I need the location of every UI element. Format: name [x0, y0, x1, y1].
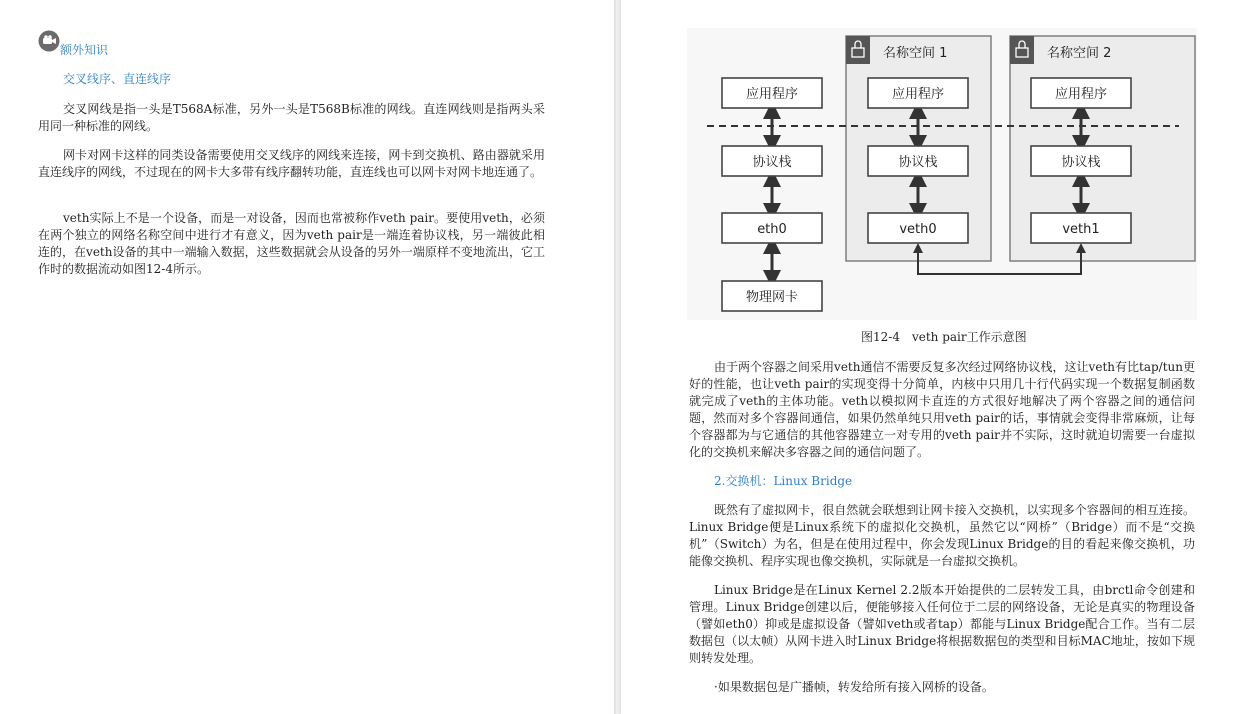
- section-title-cable-order: 交叉线序、直连线序: [63, 72, 172, 86]
- veth-pair-diagram: [687, 28, 1197, 320]
- paragraph-bridge-details: Linux Bridge是在Linux Kernel 2.2版本开始提供的二层转发工具，由brctl命令创建和管理。Linux Bridge创建以后，便能够接入任何位于二层的网络设备，无论是真实的物理设备（譬如eth0）抑或是虚拟设备（譬如veth或者tap）都能与Linux Bridge配合工作。当有二层数据包（以太帧）从网卡进入时Linux Bridge将根据数据包的类型和目标MAC地址，按如下规则转发处理。: [689, 583, 1195, 665]
- note-camera-icon: [38, 30, 60, 52]
- host-app-label: 应用程序: [745, 87, 799, 102]
- left-page: [0, 0, 614, 714]
- ns1-app-label: 应用程序: [891, 87, 945, 102]
- namespace-2-title: 名称空间 2: [1047, 46, 1112, 61]
- page-gutter: [614, 0, 621, 714]
- physical-nic-label: 物理网卡: [745, 290, 799, 305]
- paragraph-nic-connection: 网卡对网卡这样的同类设备需要使用交叉线序的网线来连接，网卡到交换机、路由器就采用直连线序的网线，不过现在的网卡大多带有线序翻转功能，直连线也可以网卡对网卡地连通了。: [38, 148, 545, 179]
- bullet-broadcast-frame: ·如果数据包是广播帧，转发给所有接入网桥的设备。: [714, 680, 994, 694]
- right-page: [621, 0, 1235, 714]
- figure-caption: 图12-4 veth pair工作示意图: [861, 330, 1027, 344]
- ns2-app-label: 应用程序: [1054, 87, 1108, 102]
- host-stack-label: 协议栈: [752, 155, 792, 170]
- paragraph-veth-performance: 由于两个容器之间采用veth通信不需要反复多次经过网络协议栈，这让veth有比tap/tun更好的性能，也让veth pair的实现变得十分简单，内核中只用几十行代码实现一个数据复制函数就完成了veth的主体功能。veth以模拟网卡直连的方式很好地解决了两个容器之间的通信问题，然而对多个容器间通信，如果仍然单纯只用veth pair的话，事情就会变得非常麻烦，让每个容器都为与它通信的其他容器建立一对专用的veth pair并不实际，这时就迫切需要一台虚拟化的交换机来解决多容器之间的通信问题了。: [689, 360, 1195, 459]
- ns2-veth1-label: veth1: [1062, 222, 1100, 237]
- ns1-stack-label: 协议栈: [898, 155, 938, 170]
- extra-knowledge-title: 额外知识: [60, 43, 109, 57]
- section-title-linux-bridge: 2.交换机：Linux Bridge: [714, 474, 853, 488]
- paragraph-veth-intro: veth实际上不是一个设备，而是一对设备，因而也常被称作veth pair。要使用veth，必须在两个独立的网络名称空间中进行才有意义，因为veth pair是一端连着协议栈，另一端彼此相连的，在veth设备的其中一端输入数据，这些数据就会从设备的另外一端原样不变地流出，它工作时的数据流动如图12-4所示。: [38, 211, 545, 276]
- paragraph-bridge-intro: 既然有了虚拟网卡，很自然就会联想到让网卡接入交换机，以实现多个容器间的相互连接。Linux Bridge便是Linux系统下的虚拟化交换机，虽然它以“网桥”（Bridge）而不是“交换机”（Switch）为名，但是在使用过程中，你会发现Linux Bridge的目的看起来像交换机，功能像交换机、程序实现也像交换机，实际就是一台虚拟交换机。: [689, 503, 1195, 568]
- paragraph-crossover-cable: 交叉网线是指一头是T568A标准，另外一头是T568B标准的网线。直连网线则是指两头采用同一种标准的网线。: [38, 102, 545, 133]
- ns1-veth0-label: veth0: [899, 222, 937, 237]
- host-eth0-label: eth0: [757, 222, 787, 237]
- namespace-1-title: 名称空间 1: [883, 46, 948, 61]
- ns2-stack-label: 协议栈: [1061, 155, 1101, 170]
